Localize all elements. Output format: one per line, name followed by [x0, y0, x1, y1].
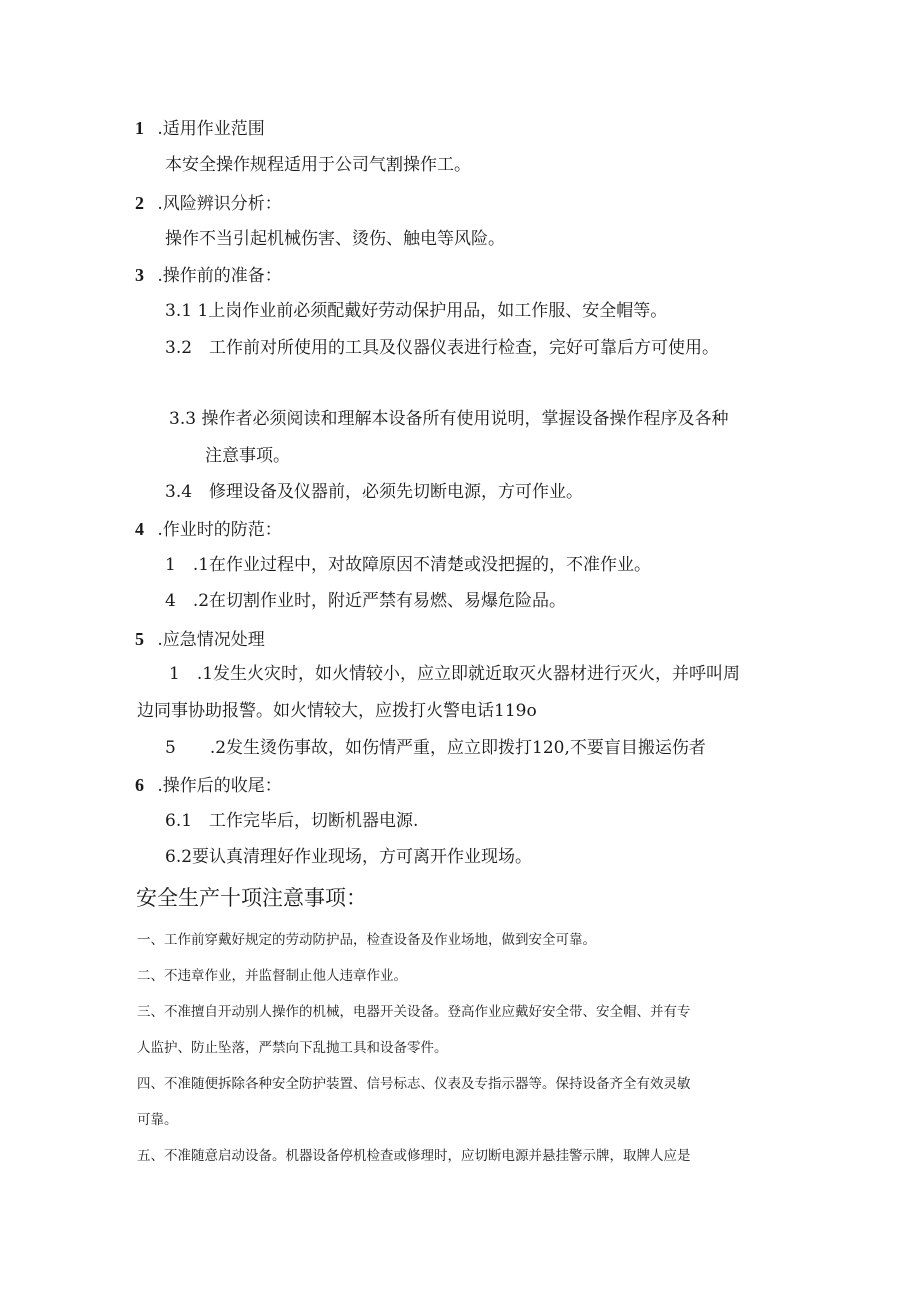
list-item: 6.2要认真清理好作业现场，方可离开作业现场。 — [165, 847, 533, 867]
section-title: .应急情况处理 — [157, 630, 265, 650]
notice-line: 五、不准随意启动设备。机器设备停机检查或修理时，应切断电源并悬挂警示牌，取牌人应是 — [137, 1148, 691, 1164]
list-item: 3.3 操作者必须阅读和理解本设备所有使用说明，掌握设备操作程序及各种 — [169, 409, 729, 429]
section-3-heading — [135, 266, 282, 285]
section-title: .适用作业范围 — [157, 119, 265, 139]
notice-title: 安全生产十项注意事项： — [136, 886, 367, 910]
section-title: .风险辨识分析： — [157, 194, 282, 214]
notice-line: 四、不准随便拆除各种安全防护装置、信号标志、仪表及专指示器等。保持设备齐全有效灵敏 — [137, 1076, 691, 1092]
list-item: 1 .1发生火灾时，如火情较小，应立即就近取灭火器材进行灭火，并呼叫周 — [169, 664, 741, 684]
list-item: 3.4 修理设备及仪器前，必须先切断电源，方可作业。 — [165, 482, 584, 502]
list-item: 注意事项。 — [205, 446, 290, 466]
list-item: 3.2 工作前对所使用的工具及仪器仪表进行检查，完好可靠后方可使用。 — [165, 338, 720, 358]
section-title: .作业时的防范： — [157, 520, 282, 540]
section-number: 1 — [135, 118, 144, 138]
notice-line: 人监护、防止坠落，严禁向下乱抛工具和设备零件。 — [137, 1040, 448, 1056]
section-title: .操作后的收尾： — [157, 776, 282, 796]
list-item: 3.1 1上岗作业前必须配戴好劳动保护用品，如工作服、安全帽等。 — [165, 301, 668, 321]
list-item: 1 .1在作业过程中，对故障原因不清楚或没把握的，不准作业。 — [165, 555, 652, 575]
section-number: 2 — [135, 193, 144, 213]
section-number: 6 — [135, 775, 144, 795]
list-item: 边同事协助报警。如火情较大，应拨打火警电话119o — [137, 701, 537, 721]
section-2-heading — [135, 194, 282, 213]
notice-line: 三、不准擅自开动别人操作的机械，电器开关设备。登高作业应戴好安全带、安全帽、并有专 — [137, 1004, 691, 1020]
list-item: 4 .2在切割作业时，附近严禁有易燃、易爆危险品。 — [165, 591, 567, 611]
list-item: 5 .2发生烫伤事故，如伤情严重，应立即拨打120,不要盲目搬运伤者 — [165, 738, 706, 758]
section-body: 本安全操作规程适用于公司气割操作工。 — [165, 155, 471, 175]
section-1-heading — [135, 119, 265, 138]
section-number: 3 — [135, 265, 144, 285]
section-body: 操作不当引起机械伤害、烫伤、触电等风险。 — [165, 229, 505, 249]
section-title: .操作前的准备： — [157, 266, 282, 286]
section-6-heading — [135, 776, 282, 795]
notice-line: 二、不违章作业，并监督制止他人违章作业。 — [137, 968, 407, 984]
section-4-heading — [135, 520, 282, 539]
notice-line: 可靠。 — [137, 1112, 178, 1128]
section-number: 4 — [135, 519, 144, 539]
section-number: 5 — [135, 629, 144, 649]
notice-line: 一、工作前穿戴好规定的劳动防护品，检查设备及作业场地，做到安全可靠。 — [137, 932, 596, 948]
list-item: 6.1 工作完毕后，切断机器电源. — [165, 811, 419, 831]
section-5-heading — [135, 630, 265, 649]
